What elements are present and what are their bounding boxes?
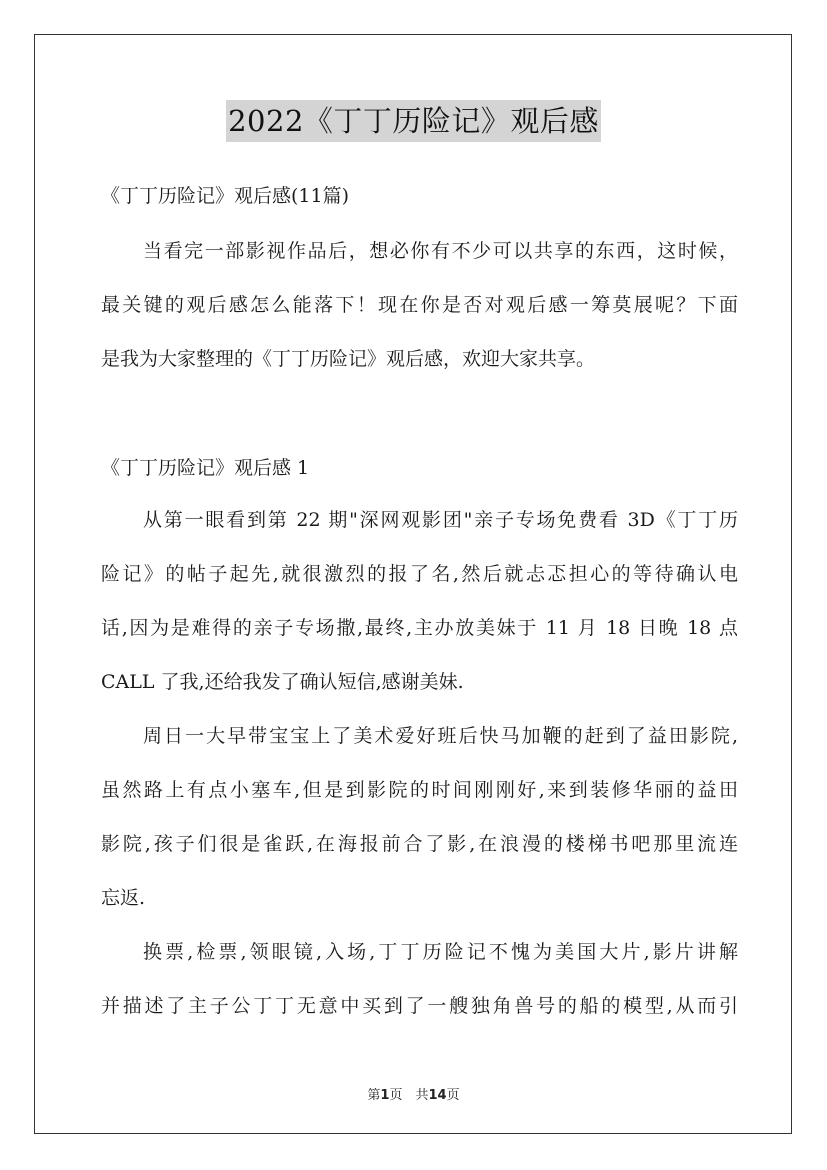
paragraph1-line-2: 险记》的帖子起先,就很激烈的报了名,然后就忐忑担心的等待确认电 [101, 563, 738, 585]
paragraph2-line-2: 虽然路上有点小塞车,但是到影院的时间刚刚好,来到装修华丽的益田 [101, 779, 738, 801]
document-title: 2022《丁丁历险记》观后感 [226, 100, 601, 142]
footer-prefix: 第 [367, 1088, 381, 1103]
footer-current-page: 1 [380, 1088, 390, 1103]
paragraph1-line-1: 从第一眼看到第 22 期"深网观影团"亲子专场免费看 3D《丁丁历 [143, 509, 738, 531]
paragraph2-line-3: 影院,孩子们很是雀跃,在海报前合了影,在浪漫的楼梯书吧那里流连 [101, 833, 738, 855]
intro-line-2: 最关键的观后感怎么能落下！现在你是否对观后感一筹莫展呢？下面 [101, 294, 738, 316]
document-subtitle: 《丁丁历险记》观后感(11篇) [101, 185, 350, 207]
paragraph3-line-2: 并描述了主子公丁丁无意中买到了一艘独角兽号的船的模型,从而引 [101, 995, 738, 1017]
footer-mid: 页 共 [389, 1088, 429, 1103]
intro-line-1: 当看完一部影视作品后，想必你有不少可以共享的东西，这时候， [143, 240, 738, 262]
intro-line-3: 是我为大家整理的《丁丁历险记》观后感，欢迎大家共享。 [101, 348, 596, 370]
paragraph1-line-3: 话,因为是难得的亲子专场撒,最终,主办放美妹于 11 月 18 日晚 18 点 [101, 617, 738, 639]
title-container [0, 100, 827, 142]
paragraph1-line-4: CALL 了我,还给我发了确认短信,感谢美妹. [101, 671, 464, 693]
footer-suffix: 页 [446, 1088, 460, 1103]
paragraph2-line-4: 忘返. [101, 887, 146, 909]
page-footer [0, 1084, 827, 1103]
paragraph3-line-1: 换票,检票,领眼镜,入场,丁丁历险记不愧为美国大片,影片讲解 [143, 941, 738, 963]
section-heading: 《丁丁历险记》观后感 1 [101, 457, 310, 479]
footer-total-pages: 14 [428, 1088, 447, 1103]
paragraph2-line-1: 周日一大早带宝宝上了美术爱好班后快马加鞭的赶到了益田影院, [143, 725, 738, 747]
